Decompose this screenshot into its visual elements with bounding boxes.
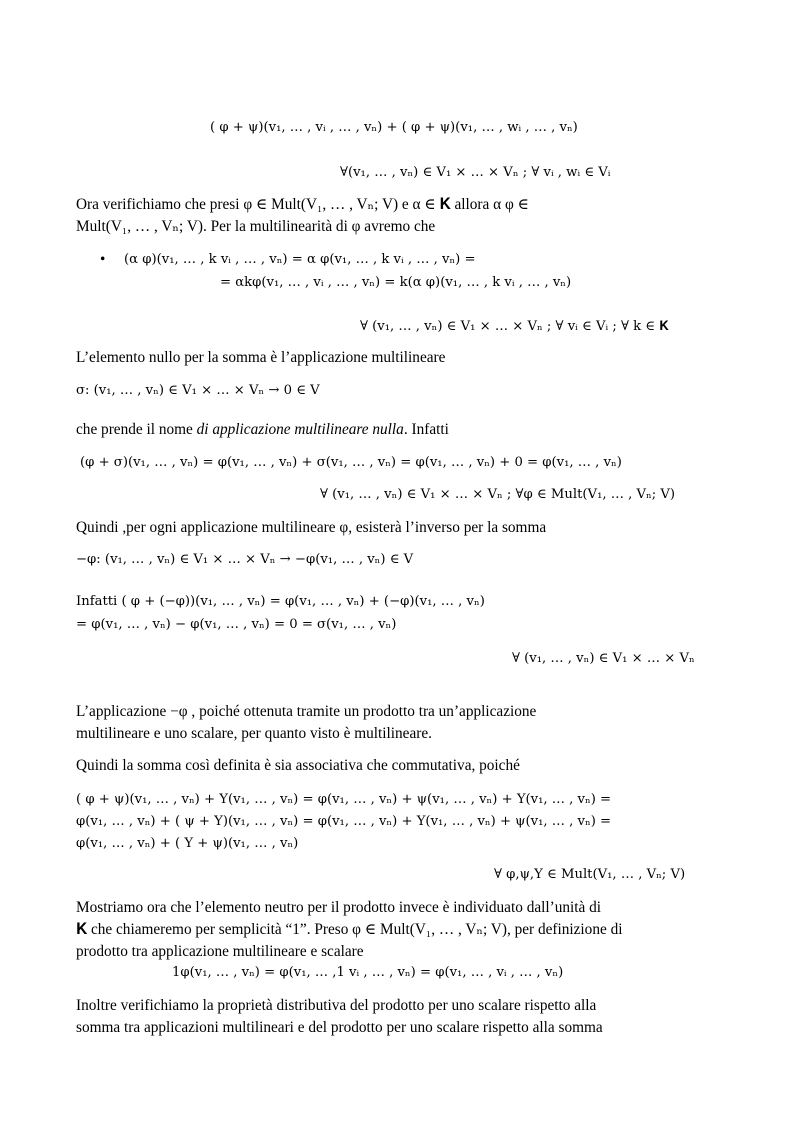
equation-assoc-line: φ(v₁, … , vₙ) + ( ψ + Υ)(v₁, … , vₙ) = φ(v₁, … , vₙ) + Υ(v₁, … , vₙ) + ψ(v₁, … , vₙ) =: [76, 814, 612, 829]
quantifier-line: ∀ (v₁, … , vₙ) ∈ V₁ × … × Vₙ ; ∀ vᵢ ∈ Vᵢ ; ∀ k ∈ 𝐊: [360, 319, 669, 334]
paragraph-line: 𝐊 che chiameremo per semplicità “1”. Preso φ ∈ Mult(V₁, … , Vₙ; V), per definizione di: [76, 921, 623, 938]
equation-inverse-proof: Infatti ( φ + (−φ))(v₁, … , vₙ) = φ(v₁, … , vₙ) + (−φ)(v₁, … , vₙ): [76, 594, 485, 609]
quantifier-line: ∀ (v₁, … , vₙ) ∈ V₁ × … × Vₙ ; ∀φ ∈ Mult(V₁, … , Vₙ; V): [320, 487, 676, 502]
equation-inverse-proof: = φ(v₁, … , vₙ) − φ(v₁, … , vₙ) = 0 = σ(v₁, … , vₙ): [76, 617, 397, 632]
equation-scalar-line: (α φ)(v₁, … , k vᵢ , … , vₙ) = α φ(v₁, … , k vᵢ , … , vₙ) =: [124, 252, 476, 267]
equation-assoc-line: ( φ + ψ)(v₁, … , vₙ) + Υ(v₁, … , vₙ) = φ(v₁, … , vₙ) + ψ(v₁, … , vₙ) + Υ(v₁, … , vₙ) =: [76, 792, 612, 807]
paragraph-line: L’applicazione −φ , poiché ottenuta tramite un prodotto tra un’applicazione: [76, 703, 537, 720]
quantifier-line: ∀(v₁, … , vₙ) ∈ V₁ × … × Vₙ ; ∀ vᵢ , wᵢ ∈ Vᵢ: [340, 165, 611, 180]
paragraph-line: prodotto tra applicazione multilineare e scalare: [76, 943, 364, 960]
paragraph-text: che prende il nome: [76, 421, 197, 438]
equation-assoc-line: φ(v₁, … , vₙ) + ( Υ + ψ)(v₁, … , vₙ): [76, 836, 299, 851]
quantifier-line: ∀ (v₁, … , vₙ) ∈ V₁ × … × Vₙ: [512, 651, 695, 666]
equation-scalar-line: = αkφ(v₁, … , vᵢ , … , vₙ) = k(α φ)(v₁, … , k vᵢ , … , vₙ): [220, 275, 572, 290]
equation-sigma: σ: (v₁, … , vₙ) ∈ V₁ × … × Vₙ → 0 ∈ V: [76, 383, 320, 398]
paragraph-line: Inoltre verifichiamo la proprietà distributiva del prodotto per uno scalare rispetto alla: [76, 997, 597, 1014]
paragraph-line: Mult(V₁, … , Vₙ; V). Per la multilinearità di φ avremo che: [76, 218, 436, 235]
quantifier-line: ∀ φ,ψ,Υ ∈ Mult(V₁, … , Vₙ; V): [494, 867, 686, 882]
paragraph-line: Ora verifichiamo che presi φ ∈ Mult(V₁, … , Vₙ; V) e α ∈ 𝐊 allora α φ ∈: [76, 196, 529, 213]
paragraph-line: L’elemento nullo per la somma è l’applicazione multilineare: [76, 349, 446, 366]
paragraph-line: [76, 420, 449, 440]
paragraph-line: Quindi la somma così definita è sia associativa che commutativa, poiché: [76, 757, 520, 774]
equation-null-line: (φ + σ)(v₁, … , vₙ) = φ(v₁, … , vₙ) + σ(v₁, … , vₙ) = φ(v₁, … , vₙ) + 0 = φ(v₁, … , vₙ): [80, 455, 622, 470]
paragraph-text: . Infatti: [403, 421, 449, 438]
equation-inverse: −φ: (v₁, … , vₙ) ∈ V₁ × … × Vₙ → −φ(v₁, … , vₙ) ∈ V: [76, 552, 414, 567]
equation-sum-line: ( φ + ψ)(v₁, … , vᵢ , … , vₙ) + ( φ + ψ)(v₁, … , wᵢ , … , vₙ): [210, 120, 578, 135]
emphasis-term: di applicazione multilineare nulla: [196, 421, 404, 438]
paragraph-line: somma tra applicazioni multilineari e del prodotto per uno scalare rispetto alla somma: [76, 1019, 603, 1036]
paragraph-line: Quindi ,per ogni applicazione multilineare φ, esisterà l’inverso per la somma: [76, 519, 547, 536]
bullet-icon: •: [100, 251, 106, 268]
paragraph-line: multilineare e uno scalare, per quanto visto è multilineare.: [76, 725, 432, 742]
paragraph-line: Mostriamo ora che l’elemento neutro per il prodotto invece è individuato dall’unità di: [76, 899, 602, 916]
equation-unit: 1φ(v₁, … , vₙ) = φ(v₁, … ,1 vᵢ , … , vₙ) = φ(v₁, … , vᵢ , … , vₙ): [172, 965, 564, 980]
